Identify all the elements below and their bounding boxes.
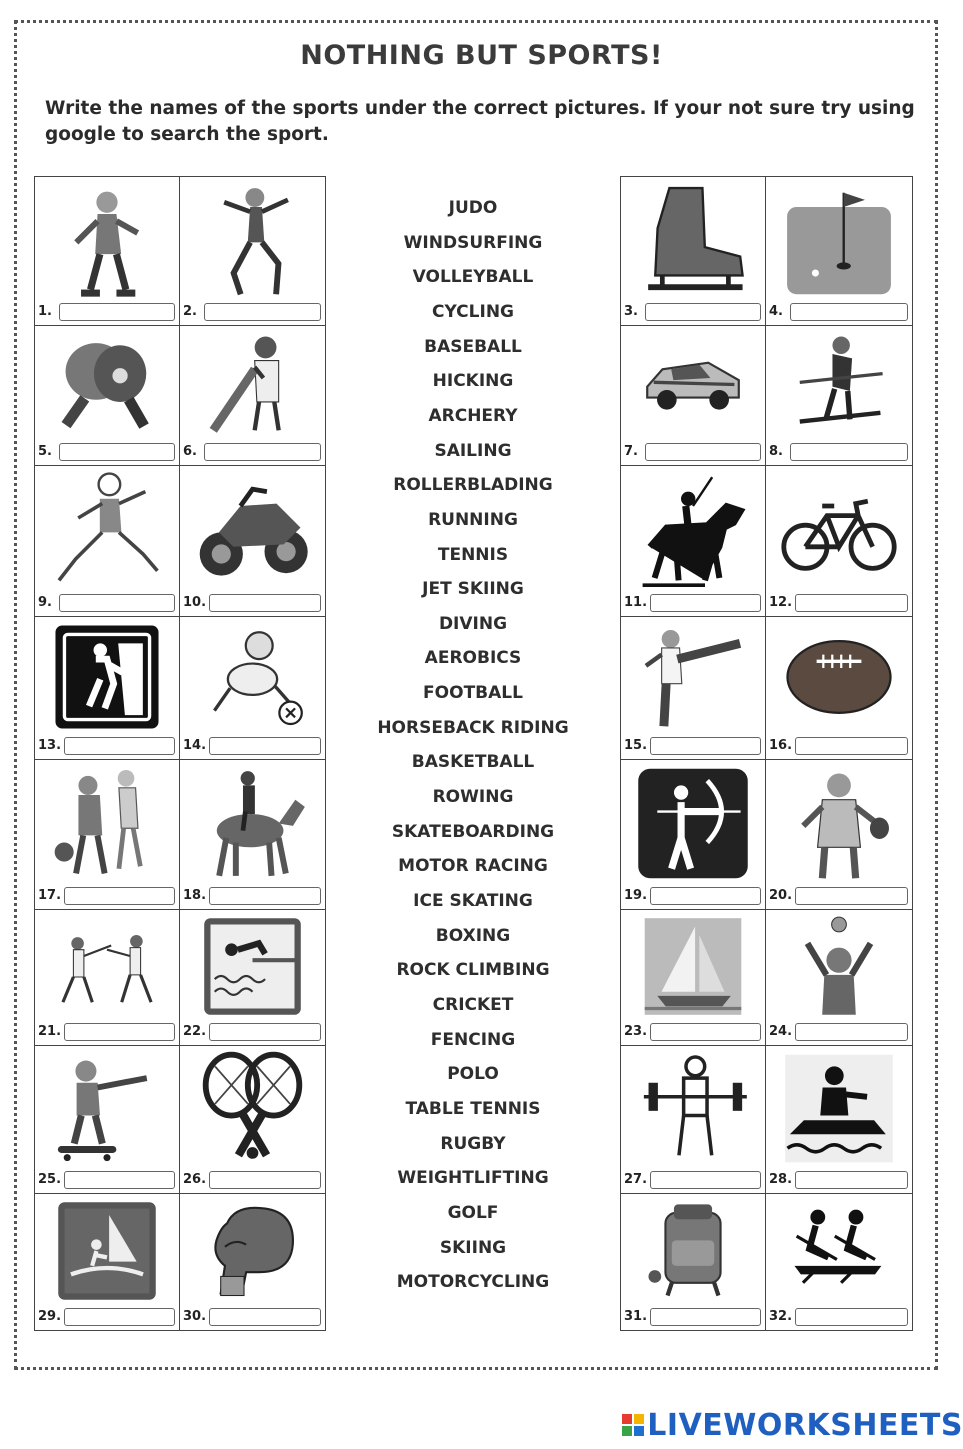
word-bank-item: SAILING [434, 440, 512, 461]
picture-number: 25. [38, 1172, 62, 1187]
picture-cell [34, 1194, 180, 1331]
diving-sign-icon [184, 914, 321, 1019]
answer-field[interactable] [59, 594, 175, 612]
answer-field[interactable] [650, 1023, 761, 1041]
answer-row [769, 302, 908, 321]
picture-number: 10. [183, 595, 207, 610]
answer-field[interactable] [650, 887, 761, 905]
answer-field[interactable] [650, 1308, 761, 1326]
answer-row [183, 1170, 321, 1189]
word-bank-item: SKIING [439, 1237, 507, 1258]
baseball-player-icon [770, 764, 908, 883]
picture-number: 12. [769, 595, 793, 610]
answer-field[interactable] [209, 737, 321, 755]
page-title: NOTHING BUT SPORTS! [300, 40, 663, 71]
word-bank-item: ROCK CLIMBING [396, 960, 550, 981]
word-bank-item: JET SKIING [422, 579, 524, 600]
word-bank [326, 176, 620, 1331]
karate-kick-icon [625, 621, 761, 733]
word-bank-item: RUGBY [440, 1133, 506, 1154]
answer-field[interactable] [204, 443, 321, 461]
runner-icon [39, 470, 175, 590]
picture-cell [620, 617, 766, 760]
backpack-icon [625, 1198, 761, 1304]
answer-field[interactable] [790, 443, 908, 461]
answer-field[interactable] [64, 1171, 175, 1189]
answer-row [183, 1022, 321, 1041]
answer-field[interactable] [795, 737, 908, 755]
word-bank-item: HICKING [432, 371, 514, 392]
picture-cell [34, 176, 180, 326]
answer-row [38, 1022, 175, 1041]
answer-row [38, 736, 175, 755]
picture-cell [766, 326, 913, 466]
picture-cell [766, 1194, 913, 1331]
answer-row [624, 886, 761, 905]
answer-field[interactable] [64, 887, 175, 905]
picture-number: 26. [183, 1172, 207, 1187]
picture-cell [766, 176, 913, 326]
answer-field[interactable] [795, 1308, 908, 1326]
word-bank-item: MOTORCYCLING [396, 1272, 550, 1293]
answer-row [624, 593, 761, 612]
picture-number: 32. [769, 1309, 793, 1324]
answer-field[interactable] [650, 1171, 761, 1189]
answer-field[interactable] [795, 594, 908, 612]
football-cartoon-icon [184, 621, 321, 733]
picture-cell [620, 910, 766, 1046]
answer-field[interactable] [59, 303, 175, 321]
picture-cell [620, 176, 766, 326]
bicycle-icon [770, 470, 908, 590]
answer-row [624, 736, 761, 755]
word-bank-item: ROWING [432, 787, 514, 808]
answer-row [38, 442, 175, 461]
picture-number: 27. [624, 1172, 648, 1187]
race-car-icon [625, 330, 761, 439]
answer-row [38, 593, 175, 612]
picture-number: 11. [624, 595, 648, 610]
word-bank-item: BASEBALL [424, 336, 522, 357]
picture-cell [180, 176, 326, 326]
answer-field[interactable] [650, 737, 761, 755]
picture-cell [180, 326, 326, 466]
answer-row [38, 302, 175, 321]
picture-number: 19. [624, 888, 648, 903]
answer-field[interactable] [795, 1171, 908, 1189]
fencers-icon [39, 914, 175, 1019]
word-bank-item: RUNNING [428, 509, 518, 530]
answer-row [769, 442, 908, 461]
picture-number: 14. [183, 738, 207, 753]
answer-field[interactable] [64, 1023, 175, 1041]
picture-number: 29. [38, 1309, 62, 1324]
answer-row [183, 442, 321, 461]
picture-cell [180, 910, 326, 1046]
answer-row [624, 442, 761, 461]
weightlifter-icon [625, 1050, 761, 1167]
instructions: Write the names of the sports under the correct pictures. If your not sure try using google to search the sport. [45, 98, 915, 145]
answer-field[interactable] [204, 303, 321, 321]
picture-cell [620, 1194, 766, 1331]
word-bank-item: ROLLERBLADING [393, 475, 553, 496]
answer-field[interactable] [209, 1023, 321, 1041]
answer-field[interactable] [650, 594, 761, 612]
picture-cell [34, 760, 180, 910]
picture-cell [620, 1046, 766, 1194]
picture-number: 24. [769, 1024, 793, 1039]
word-bank-item: GOLF [447, 1202, 499, 1223]
answer-row [183, 886, 321, 905]
answer-field[interactable] [209, 887, 321, 905]
polo-horse-icon [625, 470, 761, 590]
volleyball-player-icon [770, 914, 908, 1019]
answer-field[interactable] [64, 1308, 175, 1326]
picture-number: 13. [38, 738, 62, 753]
picture-number: 20. [769, 888, 793, 903]
skateboarder-icon [39, 1050, 175, 1167]
word-bank-item: VOLLEYBALL [412, 267, 534, 288]
word-bank-item: CRICKET [432, 994, 514, 1015]
picture-number: 28. [769, 1172, 793, 1187]
basketball-players-icon [39, 764, 175, 883]
picture-number: 5. [38, 444, 52, 459]
word-bank-item: CYCLING [432, 301, 514, 322]
picture-number: 18. [183, 888, 207, 903]
picture-cell [180, 617, 326, 760]
horse-rider-icon [184, 764, 321, 883]
picture-number: 21. [38, 1024, 62, 1039]
picture-cell [766, 617, 913, 760]
answer-row [183, 736, 321, 755]
picture-number: 9. [38, 595, 52, 610]
ping-pong-paddles-icon [39, 330, 175, 439]
answer-row [769, 1307, 908, 1326]
picture-number: 17. [38, 888, 62, 903]
picture-number: 3. [624, 304, 638, 319]
word-bank-item: FOOTBALL [423, 683, 523, 704]
rollerblader-icon [39, 181, 175, 299]
answer-row [183, 1307, 321, 1326]
golf-flag-icon [770, 181, 908, 299]
answer-field[interactable] [209, 1308, 321, 1326]
windsurf-sign-icon [39, 1198, 175, 1304]
word-bank-item: ARCHERY [428, 405, 518, 426]
answer-row [769, 593, 908, 612]
picture-cell [34, 617, 180, 760]
boxing-glove-icon [184, 1198, 321, 1304]
word-bank-item: DIVING [438, 613, 508, 634]
rugby-ball-icon [770, 621, 908, 733]
rowing-sign-icon [770, 1198, 908, 1304]
picture-number: 4. [769, 304, 783, 319]
liveworksheets-logo [622, 1407, 963, 1443]
word-bank-item: FENCING [430, 1029, 516, 1050]
answer-row [38, 1307, 175, 1326]
answer-row [38, 886, 175, 905]
answer-field[interactable] [64, 737, 175, 755]
picture-number: 1. [38, 304, 52, 319]
word-bank-item: JUDO [448, 198, 498, 218]
word-bank-item: TENNIS [437, 544, 509, 565]
answer-field[interactable] [795, 887, 908, 905]
picture-number: 15. [624, 738, 648, 753]
picture-number: 22. [183, 1024, 207, 1039]
picture-cell [620, 466, 766, 617]
picture-cell [620, 760, 766, 910]
picture-cell [766, 466, 913, 617]
answer-row [769, 1022, 908, 1041]
picture-cell [180, 1046, 326, 1194]
picture-cell [180, 466, 326, 617]
picture-number: 23. [624, 1024, 648, 1039]
picture-cell [34, 326, 180, 466]
answer-row [769, 886, 908, 905]
picture-number: 7. [624, 444, 638, 459]
picture-cell [34, 466, 180, 617]
picture-cell [180, 1194, 326, 1331]
word-bank-item: POLO [447, 1064, 499, 1085]
word-bank-item: AEROBICS [424, 648, 522, 669]
logo-text: LIVEWORKSHEETS [647, 1407, 963, 1443]
picture-number: 30. [183, 1309, 207, 1324]
word-bank-item: WEIGHTLIFTING [397, 1168, 549, 1189]
answer-row [624, 1170, 761, 1189]
picture-number: 6. [183, 444, 197, 459]
word-bank-item: BASKETBALL [411, 752, 535, 773]
picture-number: 8. [769, 444, 783, 459]
answer-row [624, 302, 761, 321]
answer-field[interactable] [645, 443, 761, 461]
picture-number: 16. [769, 738, 793, 753]
answer-row [38, 1170, 175, 1189]
answer-field[interactable] [790, 303, 908, 321]
answer-row [624, 1307, 761, 1326]
cricket-player-icon [184, 330, 321, 439]
answer-field[interactable] [209, 1171, 321, 1189]
motorcycle-icon [184, 470, 321, 590]
answer-row [183, 302, 321, 321]
word-bank-item: SKATEBOARDING [391, 821, 555, 842]
tennis-rackets-icon [184, 1050, 321, 1167]
aerobics-icon [184, 181, 321, 299]
hiking-sign-icon [39, 621, 175, 733]
answer-field[interactable] [645, 303, 761, 321]
picture-number: 31. [624, 1309, 648, 1324]
answer-row [769, 1170, 908, 1189]
picture-number: 2. [183, 304, 197, 319]
answer-row [769, 736, 908, 755]
word-bank-item: BOXING [435, 925, 511, 946]
picture-cell [34, 910, 180, 1046]
picture-cell [766, 760, 913, 910]
answer-row [183, 593, 321, 612]
picture-cell [766, 910, 913, 1046]
logo-blocks-icon [622, 1414, 644, 1436]
picture-cell [180, 760, 326, 910]
picture-cell [766, 1046, 913, 1194]
sailboat-icon [625, 914, 761, 1019]
archery-sign-icon [625, 764, 761, 883]
answer-row [624, 1022, 761, 1041]
picture-cell [620, 326, 766, 466]
ice-skate-icon [625, 181, 761, 299]
answer-field[interactable] [795, 1023, 908, 1041]
picture-cell [34, 1046, 180, 1194]
word-bank-item: HORSEBACK RIDING [377, 717, 569, 738]
skier-icon [770, 330, 908, 439]
answer-field[interactable] [209, 594, 321, 612]
word-bank-item: ICE SKATING [413, 891, 533, 911]
answer-field[interactable] [59, 443, 175, 461]
word-bank-item: MOTOR RACING [398, 856, 548, 877]
word-bank-item: WINDSURFING [403, 232, 543, 253]
jet-ski-sign-icon [770, 1050, 908, 1167]
word-bank-item: TABLE TENNIS [405, 1098, 541, 1119]
